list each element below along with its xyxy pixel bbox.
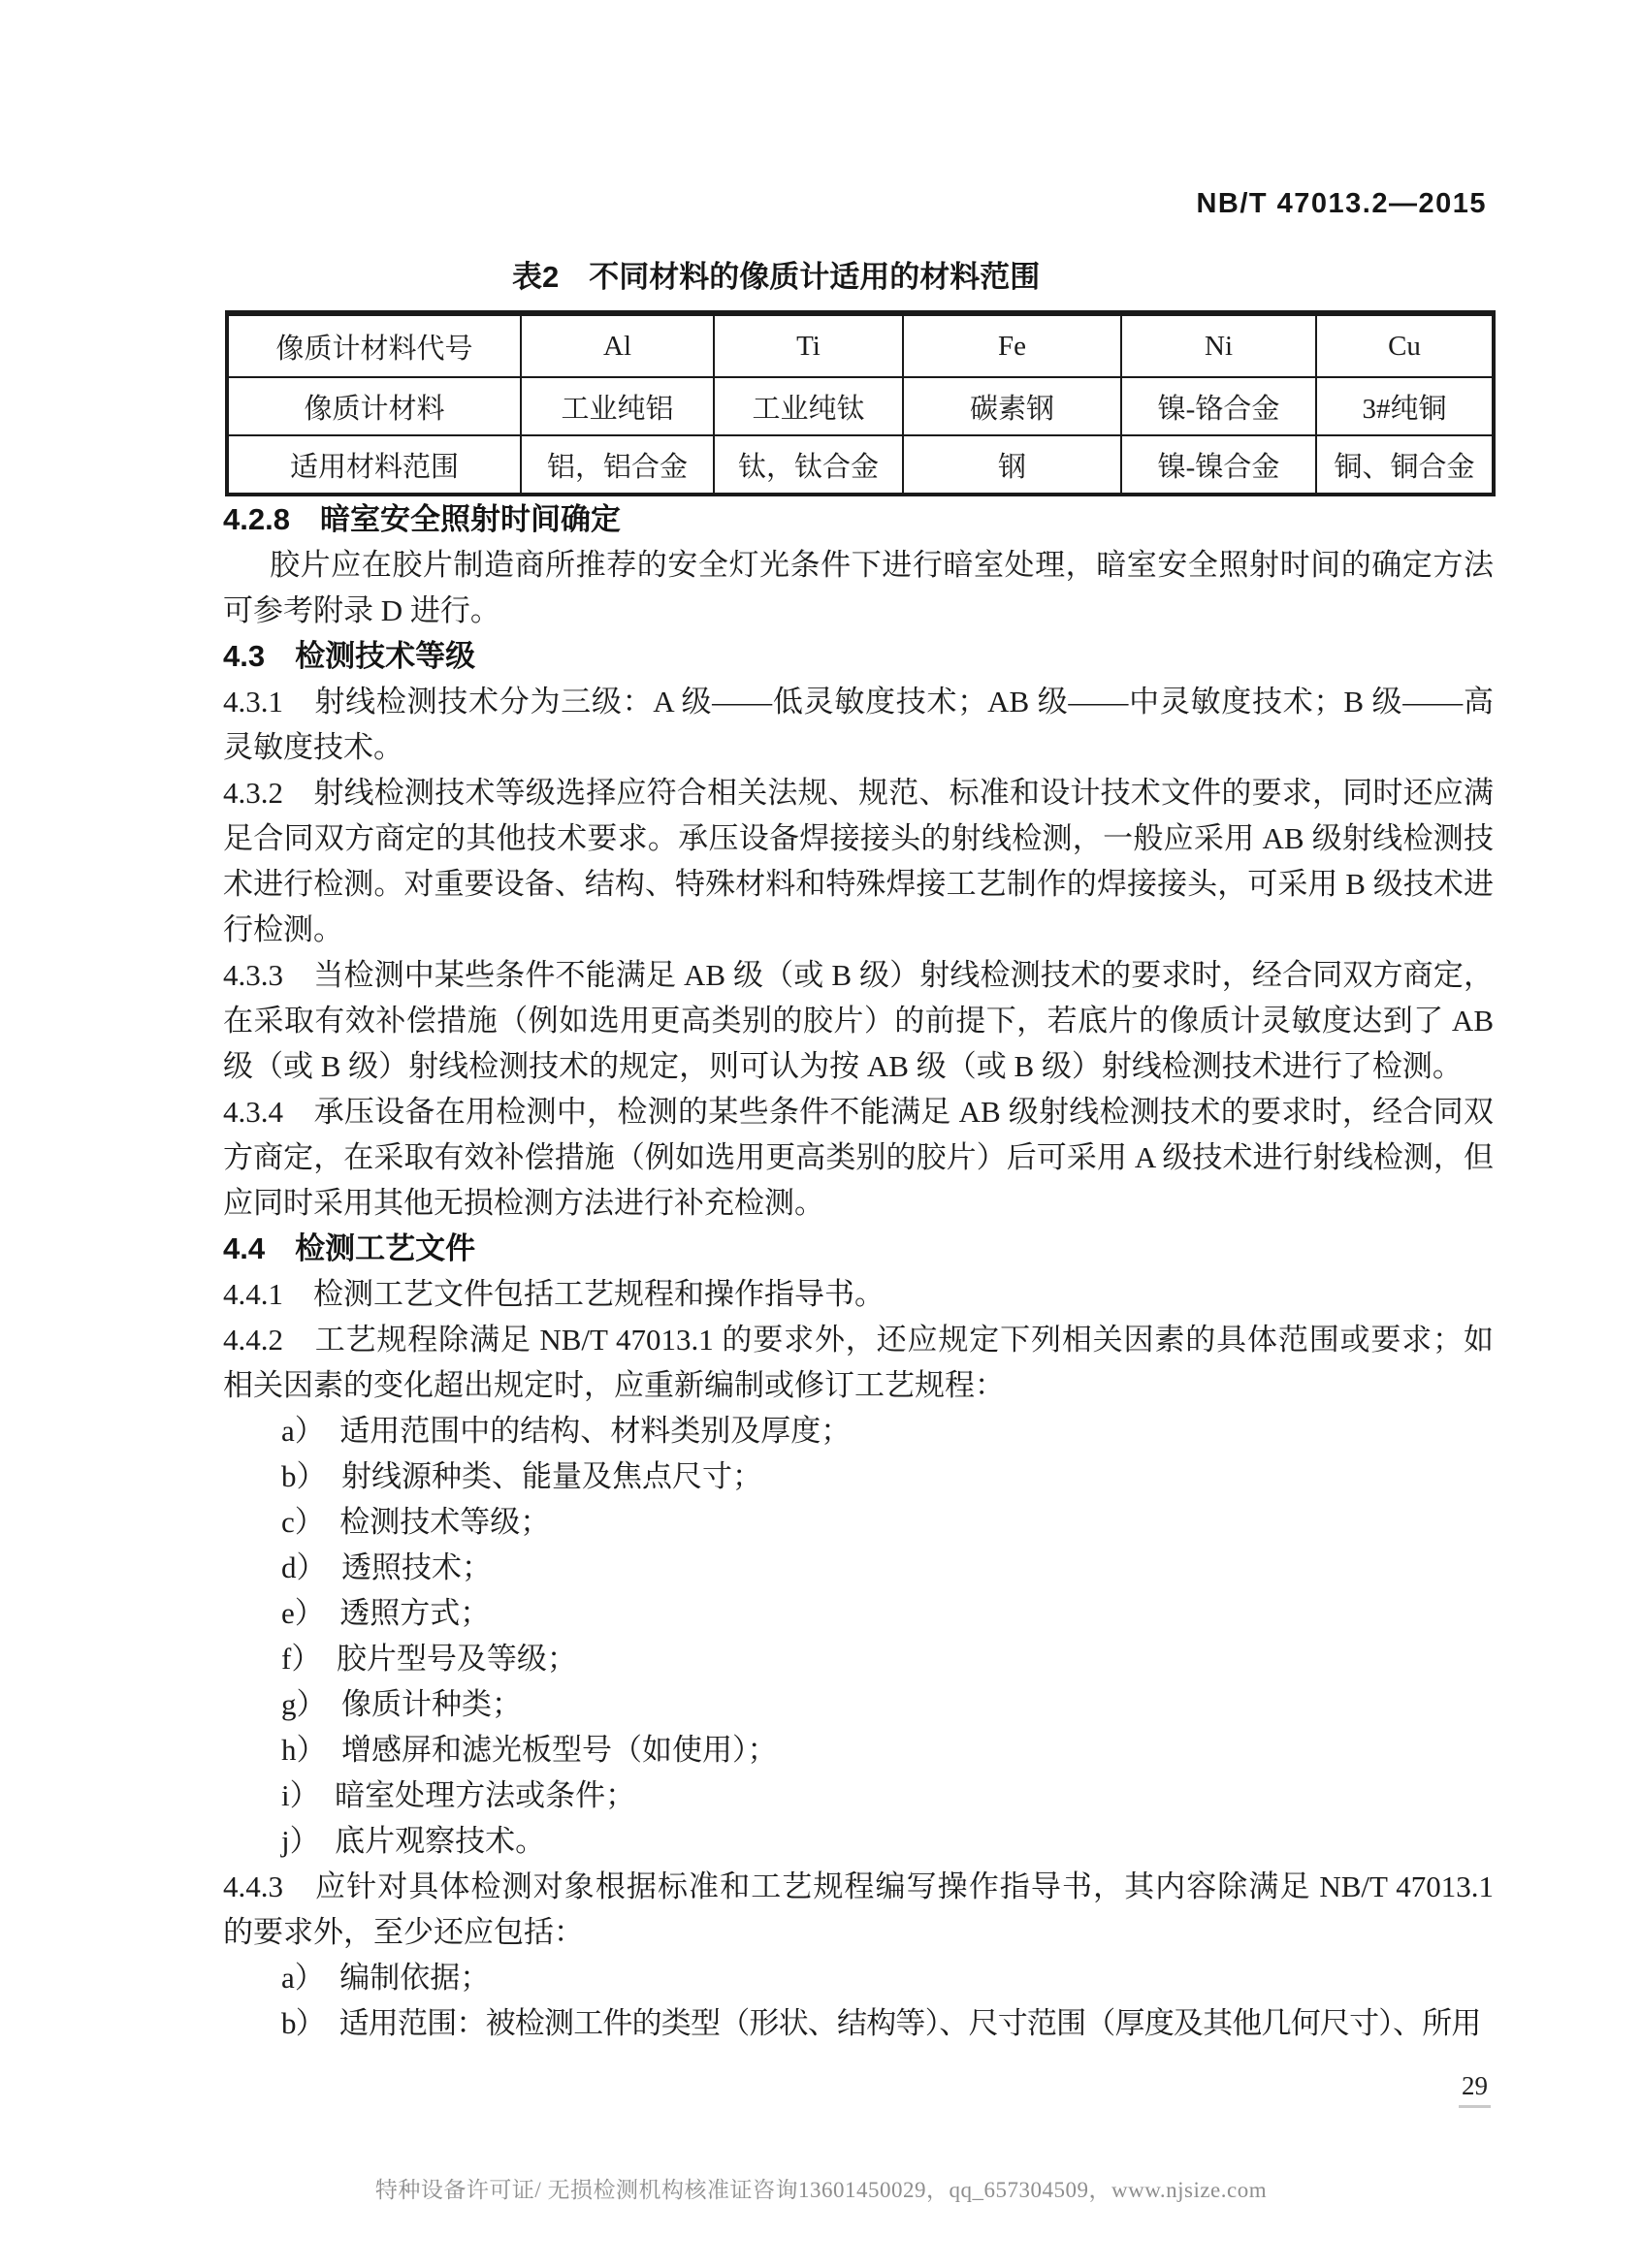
table-row-applicable-range [227,435,1494,495]
footer-watermark: 特种设备许可证/ 无损检测机构核准证咨询13601450029，qq_657304509，www.njsize.com [374,2178,1268,2202]
clause-4-2-8-body: 胶片应在胶片制造商所推荐的安全灯光条件下进行暗室处理，暗室安全照射时间的确定方法可参考附录 D 进行。 [223,548,1494,627]
clause-4-3-4: 4.3.4 承压设备在用检测中，检测的某些条件不能满足 AB 级射线检测技术的要求时，经合同双方商定，在采取有效补偿措施（例如选用更高类别的胶片）后可采用 A 级技术进行射线检测，但应同时采用其他无损检测方法进行补充检测。 [223,1095,1494,1220]
table-cell: Cu [1316,313,1494,377]
table-row-material [227,377,1494,435]
table-cell: Ti [714,313,903,377]
table-cell: 钢 [903,435,1121,495]
table-cell: 工业纯钛 [714,377,903,435]
table-cell: 铝，铝合金 [521,435,714,495]
clause-4-4-1: 4.4.1 检测工艺文件包括工艺规程和操作指导书。 [223,1277,885,1311]
clause-4-4-3: 4.4.3 应针对具体检测对象根据标准和工艺规程编写操作指导书，其内容除满足 NB/T 47013.1 的要求外，至少还应包括： [223,1869,1494,1949]
table-cell: Fe [903,313,1121,377]
table-cell: 镍-铬合金 [1121,377,1316,435]
table-row-material-code [227,313,1494,377]
table-cell: 3#纯铜 [1316,377,1494,435]
list-item-j: j） 底片观察技术。 [281,1824,546,1858]
list-item-a: a） 编制依据； [281,1961,491,1995]
operation-instruction-list [223,1955,1494,2046]
table-cell: Ni [1121,313,1316,377]
clause-4-3-3: 4.3.3 当检测中某些条件不能满足 AB 级（或 B 级）射线检测技术的要求时，经合同双方商定，在采取有效补偿措施（例如选用更高类别的胶片）的前提下，若底片的像质计灵敏度达到了 AB 级（或 B 级）射线检测技术的规定，则可认为按 AB 级（或 B 级）射线检测技术进行了检测。 [223,958,1494,1083]
materials-table [225,310,1496,496]
list-item-b: b） 射线源种类、能量及焦点尺寸； [281,1459,762,1493]
clause-4-3-1: 4.3.1 射线检测技术分为三级：A 级——低灵敏度技术；AB 级——中灵敏度技术；B 级——高灵敏度技术。 [223,685,1494,764]
list-item-c: c） 检测技术等级； [281,1505,551,1539]
clause-heading-4-3: 4.3 检测技术等级 [223,639,476,673]
list-item-e: e） 透照方式； [281,1596,491,1630]
table-cell: 钛，钛合金 [714,435,903,495]
table-cell: 适用材料范围 [227,435,521,495]
table-cell: 像质计材料代号 [227,313,521,377]
table-cell: 碳素钢 [903,377,1121,435]
list-item-g: g） 像质计种类； [281,1687,522,1721]
doc-number: NB/T 47013.2—2015 [1196,188,1487,219]
table-caption: 表2 不同材料的像质计适用的材料范围 [512,260,1041,294]
list-item-d: d） 透照技术； [281,1550,492,1584]
table-cell: Al [521,313,714,377]
clause-4-3-2: 4.3.2 射线检测技术等级选择应符合相关法规、规范、标准和设计技术文件的要求，同时还应满足合同双方商定的其他技术要求。承压设备焊接接头的射线检测，一般应采用 AB 级射线检测技术进行检测。对重要设备、结构、特殊材料和特殊焊接工艺制作的焊接接头，可采用 B 级技术进行检测。 [223,776,1494,946]
clause-heading-4-4: 4.4 检测工艺文件 [223,1231,476,1265]
page-number: 29 [1459,2071,1491,2108]
table-cell: 镍-镍合金 [1121,435,1316,495]
list-item-h: h） 增感屏和滤光板型号（如使用）； [281,1733,778,1767]
list-item-i: i） 暗室处理方法或条件； [281,1778,636,1812]
clause-heading-4-2-8: 4.2.8 暗室安全照射时间确定 [223,502,621,536]
table-cell: 铜、铜合金 [1316,435,1494,495]
body-text-column [223,496,1494,2046]
clause-4-4-2: 4.4.2 工艺规程除满足 NB/T 47013.1 的要求外，还应规定下列相关因素的具体范围或要求；如相关因素的变化超出规定时，应重新编制或修订工艺规程： [223,1323,1494,1402]
table-cell: 工业纯铝 [521,377,714,435]
list-item-b: b） 适用范围：被检测工件的类型（形状、结构等）、尺寸范围（厚度及其他几何尺寸）、所用 [281,2006,1481,2040]
table-cell: 像质计材料 [227,377,521,435]
process-spec-factors-list [223,1408,1494,1864]
list-item-f: f） 胶片型号及等级； [281,1642,577,1676]
list-item-a: a） 适用范围中的结构、材料类别及厚度； [281,1414,852,1448]
